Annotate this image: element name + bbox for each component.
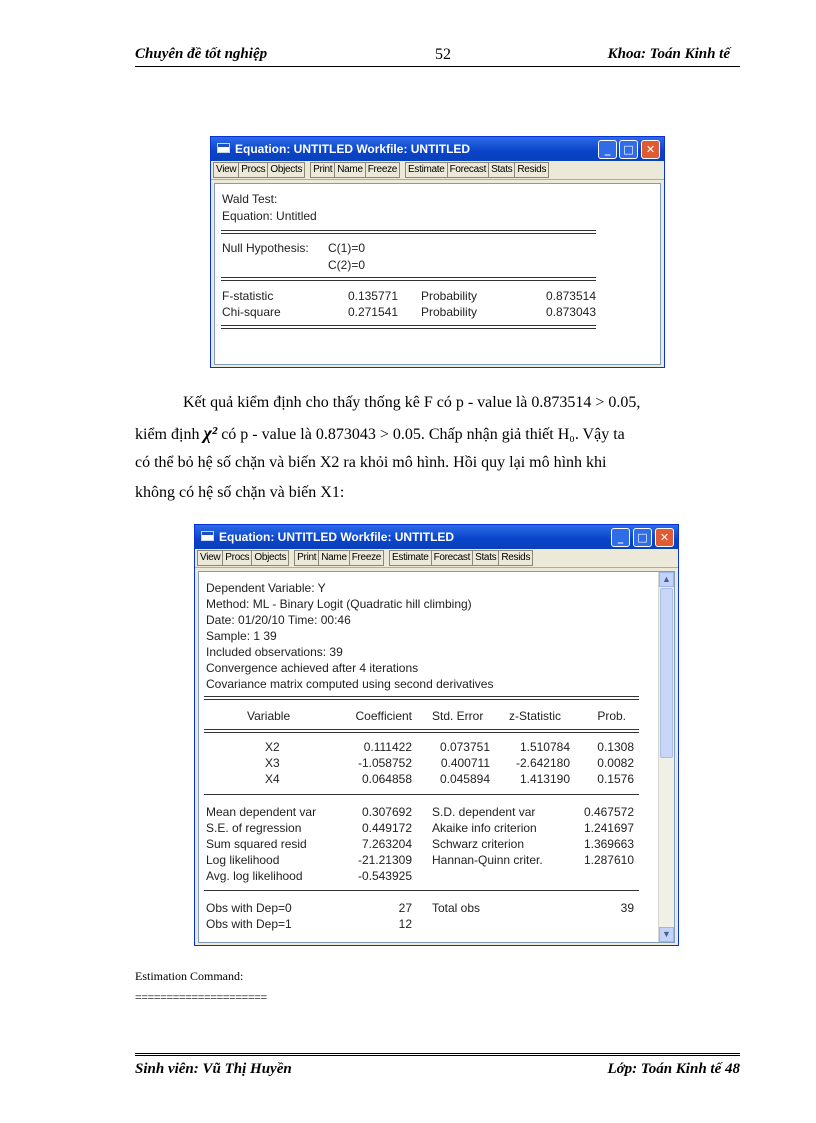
scroll-up-icon[interactable]: ▲: [659, 572, 674, 587]
obs-value: 27: [398, 901, 412, 915]
cell-prob: 0.1576: [597, 772, 634, 786]
stat-value: 0.449172: [361, 821, 412, 835]
estimation-rule: =====================: [135, 990, 267, 1004]
para-line-3: có thể bỏ hệ số chặn và biến X2 ra khỏi mô hình. Hồi quy lại mô hình khi: [135, 454, 607, 471]
col-z-statistic: z-Statistic: [509, 709, 562, 723]
info-line: Method: ML - Binary Logit (Quadratic hill climbing): [206, 597, 472, 611]
chi-square-symbol: χ²: [203, 423, 218, 443]
window-titlebar[interactable]: [211, 137, 664, 161]
stat-label: Log likelihood: [206, 853, 280, 867]
header-left: Chuyên đề tốt nghiệp: [135, 46, 268, 62]
minimize-icon[interactable]: _: [598, 140, 617, 159]
rule: [204, 890, 639, 891]
info-line: Convergence achieved after 4 iterations: [206, 661, 419, 675]
output-pane: [214, 183, 661, 365]
row-name: Chi-square: [222, 305, 281, 319]
row-value: 0.135771: [347, 289, 398, 303]
rule: [204, 729, 639, 733]
maximize-icon[interactable]: □: [633, 528, 652, 547]
cell-coefficient: 0.064858: [361, 772, 412, 786]
window-titlebar[interactable]: [195, 525, 678, 549]
output-pane: [198, 571, 675, 943]
stat-label: S.D. dependent var: [432, 805, 536, 819]
row-label: Probability: [421, 305, 478, 319]
maximize-icon[interactable]: □: [619, 140, 638, 159]
footer-right: Lớp: Toán Kinh tế 48: [607, 1061, 740, 1077]
stat-value: 1.287610: [583, 853, 634, 867]
stat-value: -21.21309: [357, 853, 412, 867]
row-prob: 0.873043: [545, 305, 596, 319]
null-c1: C(1)=0: [328, 241, 366, 255]
obs-value: 39: [620, 901, 634, 915]
menu-stats[interactable]: Stats: [488, 162, 515, 178]
window-title: Equation: UNTITLED Workfile: UNTITLED: [235, 142, 471, 156]
rule: [204, 794, 639, 795]
cell-variable: X4: [265, 772, 280, 786]
info-line: Included observations: 39: [206, 645, 343, 659]
menu-name[interactable]: Name: [318, 550, 349, 566]
menu-objects[interactable]: Objects: [267, 162, 305, 178]
stat-label: Avg. log likelihood: [206, 869, 303, 883]
row-name: F-statistic: [222, 289, 274, 303]
menu-resids[interactable]: Resids: [498, 550, 533, 566]
footer-left: Sinh viên: Vũ Thị Huyền: [135, 1061, 292, 1077]
body-paragraph: [135, 388, 740, 518]
menu-procs[interactable]: Procs: [222, 550, 252, 566]
stat-value: -0.543925: [357, 869, 412, 883]
col-coefficient: Coefficient: [355, 709, 412, 723]
para-text: có p - value là 0.873043 > 0.05. Chấp nhận giả thiết H₀. Vậy ta: [221, 426, 625, 443]
stat-value: 0.307692: [361, 805, 412, 819]
menu-view[interactable]: View: [213, 162, 239, 178]
cell-std-error: 0.400711: [440, 756, 490, 770]
menu-stats[interactable]: Stats: [472, 550, 499, 566]
menu-resids[interactable]: Resids: [514, 162, 549, 178]
menu-freeze[interactable]: Freeze: [349, 550, 384, 566]
window-title: Equation: UNTITLED Workfile: UNTITLED: [219, 530, 455, 544]
heading-wald: Wald Test:: [222, 192, 278, 206]
cell-z-statistic: 1.413190: [519, 772, 570, 786]
window-icon: [201, 531, 214, 541]
para-line-2: [135, 418, 625, 450]
vertical-scrollbar[interactable]: [658, 572, 674, 942]
stat-value: 1.241697: [583, 821, 634, 835]
scroll-down-icon[interactable]: ▼: [659, 927, 674, 942]
row-value: 0.271541: [347, 305, 398, 319]
col-prob: Prob.: [597, 709, 626, 723]
stat-label: Sum squared resid: [206, 837, 307, 851]
menu-name[interactable]: Name: [334, 162, 365, 178]
wald-test-window: [210, 136, 665, 368]
toolbar: [195, 549, 678, 568]
stat-value: 7.263204: [361, 837, 412, 851]
menu-estimate[interactable]: Estimate: [405, 162, 448, 178]
cell-variable: X2: [265, 740, 280, 754]
info-line: Sample: 1 39: [206, 629, 277, 643]
menu-view[interactable]: View: [197, 550, 223, 566]
rule: [221, 230, 596, 234]
cell-z-statistic: -2.642180: [515, 756, 570, 770]
stat-label: Akaike info criterion: [432, 821, 537, 835]
row-label: Probability: [421, 289, 478, 303]
menu-print[interactable]: Print: [294, 550, 319, 566]
col-variable: Variable: [247, 709, 291, 723]
close-icon[interactable]: ✕: [655, 528, 674, 547]
menu-objects[interactable]: Objects: [251, 550, 289, 566]
cell-variable: X3: [265, 756, 280, 770]
scroll-thumb[interactable]: [660, 588, 673, 758]
estimation-command-label: Estimation Command:: [135, 969, 244, 983]
stat-label: Hannan-Quinn criter.: [432, 853, 543, 867]
obs-value: 12: [398, 917, 412, 931]
obs-label: Total obs: [432, 901, 481, 915]
obs-label: Obs with Dep=0: [206, 901, 292, 915]
cell-std-error: 0.073751: [439, 740, 490, 754]
rule: [221, 277, 596, 281]
logit-equation-window: [194, 524, 679, 946]
stat-label: Schwarz criterion: [432, 837, 525, 851]
minimize-icon[interactable]: _: [611, 528, 630, 547]
page-number: 52: [435, 46, 451, 63]
info-line: Date: 01/20/10 Time: 00:46: [206, 613, 351, 627]
para-text: kiểm định: [135, 426, 200, 443]
rule: [204, 696, 639, 700]
stat-label: S.E. of regression: [206, 821, 302, 835]
menu-forecast[interactable]: Forecast: [431, 550, 474, 566]
heading-equation: Equation: Untitled: [222, 209, 317, 223]
null-c2: C(2)=0: [328, 258, 366, 272]
rule: [221, 325, 596, 329]
cell-z-statistic: 1.510784: [519, 740, 570, 754]
menu-forecast[interactable]: Forecast: [447, 162, 490, 178]
col-std-error: Std. Error: [432, 709, 484, 723]
cell-coefficient: 0.111422: [363, 740, 412, 754]
close-icon[interactable]: ✕: [641, 140, 660, 159]
header-right: Khoa: Toán Kinh tế: [607, 46, 730, 62]
toolbar: [211, 161, 664, 180]
info-line: Covariance matrix computed using second derivatives: [206, 677, 494, 691]
menu-estimate[interactable]: Estimate: [389, 550, 432, 566]
menu-print[interactable]: Print: [310, 162, 335, 178]
menu-freeze[interactable]: Freeze: [365, 162, 400, 178]
stat-value: 0.467572: [583, 805, 634, 819]
menu-procs[interactable]: Procs: [238, 162, 268, 178]
cell-std-error: 0.045894: [439, 772, 490, 786]
page-footer: [135, 1053, 740, 1082]
cell-prob: 0.1308: [597, 740, 634, 754]
para-line-4: không có hệ số chặn và biến X1:: [135, 484, 345, 501]
null-label: Null Hypothesis:: [222, 241, 309, 255]
info-line: Dependent Variable: Y: [206, 581, 326, 595]
row-prob: 0.873514: [545, 289, 596, 303]
page-header: [135, 44, 740, 67]
cell-coefficient: -1.058752: [357, 756, 412, 770]
stat-value: 1.369663: [583, 837, 634, 851]
para-line-1: Kết quả kiểm định cho thấy thống kê F có p - value là 0.873514 > 0.05,: [183, 394, 641, 411]
window-icon: [217, 143, 230, 153]
obs-label: Obs with Dep=1: [206, 917, 292, 931]
stat-label: Mean dependent var: [206, 805, 317, 819]
cell-prob: 0.0082: [597, 756, 634, 770]
